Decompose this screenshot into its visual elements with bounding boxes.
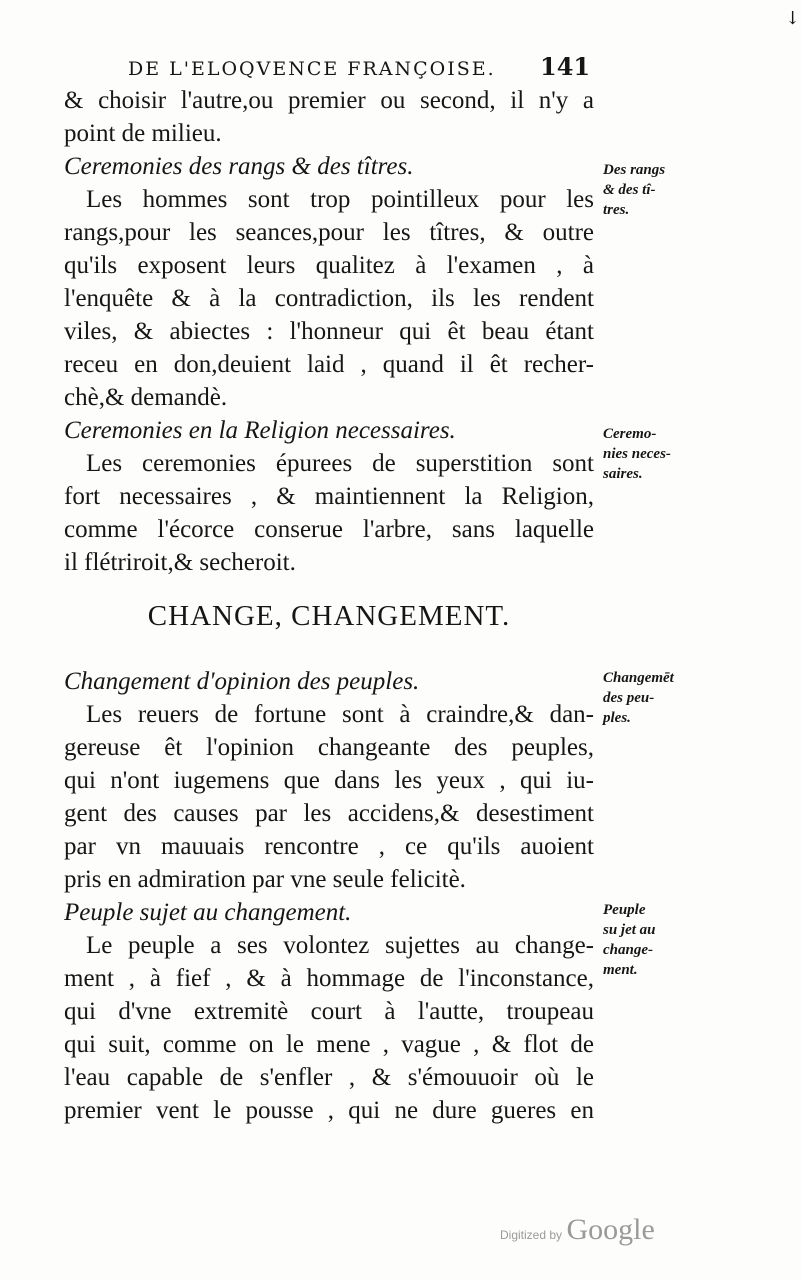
text-line: comme l'écorce conserue l'arbre, sans laquelle [64,516,594,543]
text-line: gereuse êt l'opinion changeante des peuples, [64,734,594,761]
text-line: Les hommes sont trop pointilleux pour les [86,186,594,213]
corner-mark: ↓ [785,8,801,29]
text-line: par vn mauuais rencontre , ce qu'ils auoient [64,833,594,860]
margin-note-line: des peu- [603,690,655,706]
digitized-watermark [500,1213,655,1247]
text-line: l'enquête & à la contradiction, ils les rendent [64,285,594,312]
margin-note-line: su jet au [603,922,656,938]
google-logo: Google [566,1213,655,1246]
running-head: DE L'ELOQVENCE FRANÇOISE. [128,58,496,80]
margin-note-line: tres. [603,202,630,218]
margin-note-line: saires. [603,466,643,482]
text-line: qui d'vne extremitè court à l'autte, troupeau [64,998,594,1025]
text-line: Le peuple a ses volontez sujettes au change- [86,932,594,959]
margin-note-line: change- [603,942,653,958]
margin-note-line: Peuple [603,902,646,918]
text-line: fort necessaires , & maintiennent la Religion, [64,483,594,510]
text-line: chè,& demandè. [64,384,228,411]
page-number: 141 [540,52,591,81]
watermark-prefix: Digitized by [500,1228,563,1242]
text-line: receu en don,deuient laid , quand il êt recher- [64,351,594,378]
margin-note-line: Ceremo- [603,426,657,442]
text-line: ment , à fief , & à hommage de l'inconstance, [64,965,594,992]
section-heading-opinion: Changement d'opinion des peuples. [64,668,420,695]
text-line: point de milieu. [64,120,222,147]
text-line: pris en admiration par vne seule felicitè. [64,866,466,893]
margin-note-line: Changemēt [603,670,674,686]
text-line: gent des causes par les accidens,& desestiment [64,800,594,827]
text-line: l'eau capable de s'enfler , & s'émouuoir où le [64,1064,594,1091]
margin-note-religion [603,424,699,484]
section-heading-rangs: Ceremonies des rangs & des tîtres. [64,153,414,180]
margin-note-line: ples. [603,710,631,726]
text-line: premier vent le pousse , qui ne dure gueres en [64,1097,594,1124]
margin-note-line: Des rangs [603,162,666,178]
text-line: qu'ils exposent leurs qualitez à l'examen , à [64,252,594,279]
section-heading-peuple: Peuple sujet au changement. [64,899,352,926]
margin-note-line: ment. [603,962,638,978]
text-line: qui suit, comme on le mene , vague , & flot de [64,1031,594,1058]
section-heading-religion: Ceremonies en la Religion necessaires. [64,417,456,444]
text-line: Les reuers de fortune sont à craindre,& dan- [86,701,594,728]
margin-note-line: nies neces- [603,446,671,462]
text-line: Les ceremonies épurees de superstition sont [86,450,594,477]
margin-note-peuple [603,900,699,980]
margin-note-line: & des tî- [603,182,656,198]
text-line: qui n'ont iugemens que dans les yeux , qui iu- [64,767,594,794]
text-line: viles, & abiectes : l'honneur qui êt beau étant [64,318,594,345]
margin-note-opinion [603,668,699,728]
section-title-change: CHANGE, CHANGEMENT. [147,600,511,632]
margin-note-rangs [603,160,699,220]
text-line: il flétriroit,& secheroit. [64,549,296,576]
text-line: & choisir l'autre,ou premier ou second, il n'y a [64,87,594,114]
text-line: rangs,pour les seances,pour les tîtres, & outre [64,219,594,246]
